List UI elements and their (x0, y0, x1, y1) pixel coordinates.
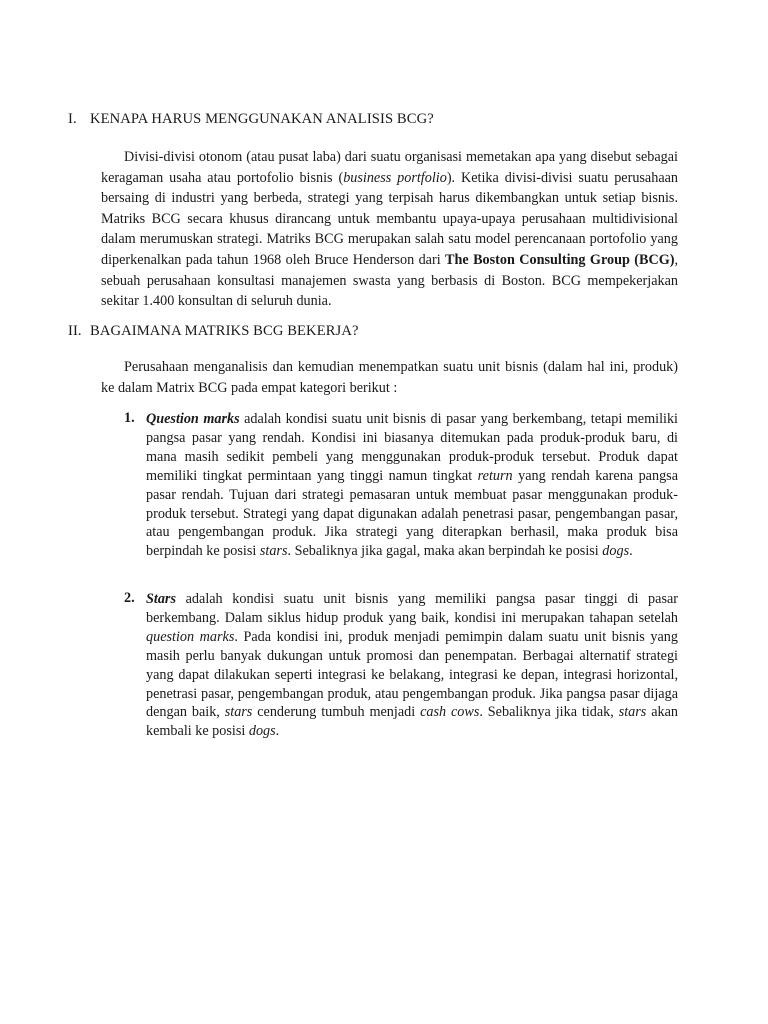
list-text: cenderung tumbuh menjadi (252, 704, 421, 721)
list-text: adalah kondisi suatu unit bisnis di pasar yang berkembang, tetapi memiliki pangsa pasar yang rendah. Kondisi ini biasanya ditemukan pada produk-produk baru, di mana masih sedikit pembeli yang menggunakan produk-produk tersebut. Produk dapat memiliki tingkat permintaan yang tinggi namun tingkat (146, 411, 678, 484)
section-1-heading (68, 111, 434, 128)
list-item-question-marks (124, 410, 678, 561)
list-item-stars (124, 590, 678, 741)
list-italic: question marks (146, 628, 235, 645)
list-text: adalah kondisi suatu unit bisnis yang memiliki pangsa pasar tinggi di pasar berkembang. Dalam siklus hidup produk yang baik, kondisi ini merupakan tahapan setelah (146, 591, 678, 626)
list-italic: stars (259, 543, 288, 560)
section-1-title: KENAPA HARUS MENGGUNAKAN ANALISIS BCG? (90, 111, 434, 127)
section-1-paragraph (101, 147, 678, 312)
list-text: . (629, 543, 633, 560)
list-text: . Sebaliknya jika tidak, (479, 704, 619, 721)
section-2-intro (101, 357, 678, 398)
list-text: . Pada kondisi ini, produk menjadi pemimpin dalam suatu unit bisnis yang masih perlu banyak dukungan untuk promosi dan penempatan. Berbagai alternatif strategi yang dapat dilakukan seperti integrasi ke belakang, integrasi ke depan, integrasi horizontal, penetrasi pasar, pengembangan produk, atau pengembangan produk. Jika pangsa pasar dijaga dengan baik, (146, 628, 678, 721)
section-2-title: BAGAIMANA MATRIKS BCG BEKERJA? (90, 323, 359, 339)
list-text: akan kembali ke posisi (146, 704, 678, 740)
list-text: . (275, 723, 280, 740)
list-marker: 1. (124, 410, 135, 426)
section-2-number: II. (68, 323, 82, 339)
para-text: , sebuah perusahaan konsultasi manajemen swasta yang berbasis di Boston. BCG mempekerjakan sekitar 1.400 konsultan di seluruh dunia. (101, 251, 678, 310)
para-text: ). Ketika divisi-divisi suatu perusahaan bersaing di industri yang berbeda, strategi yang terpisah harus dikembangkan untuk setiap bisnis. Matriks BCG secara khusus dirancang untuk membantu upaya-upaya perusahaan multidivisional dalam merumuskan strategi. Matriks BCG merupakan salah satu model perencanaan portofolio yang diperkenalkan pada tahun 1968 oleh Bruce Henderson dari (101, 169, 679, 268)
para-term: business portfolio (343, 169, 447, 186)
para-text: Divisi-divisi otonom (atau pusat laba) dari suatu organisasi memetakan apa yang disebut sebagai keragaman usaha atau portofolio bisnis ( (101, 149, 678, 186)
intro-text: Perusahaan menganalisis dan kemudian menempatkan suatu unit bisnis (dalam hal ini, produk) ke dalam Matrix BCG pada empat kategori berikut : (101, 359, 678, 396)
list-italic: dogs (602, 543, 630, 560)
section-1-number: I. (68, 111, 77, 127)
list-item-body (146, 410, 678, 561)
list-marker: 2. (124, 590, 135, 606)
list-text: yang rendah karena pangsa pasar rendah. Tujuan dari strategi pemasaran untuk membuat pasar menggunakan produk-produk tersebut. Strategi yang dapat digunakan adalah penetrasi pasar, pengembangan pasar, atau pengembangan produk. Jika strategi yang diterapkan berhasil, maka produk bisa berpindah ke posisi (146, 467, 678, 560)
list-italic: stars (224, 704, 253, 721)
list-italic: dogs (248, 723, 276, 740)
list-item-body (146, 590, 678, 741)
list-italic: cash cows (420, 704, 480, 721)
list-term: Stars (146, 591, 176, 607)
list-italic: return (477, 467, 513, 484)
section-2-heading (68, 323, 359, 340)
list-text: . Sebaliknya jika gagal, maka akan berpindah ke posisi (287, 543, 603, 560)
list-italic: stars (618, 704, 647, 721)
list-term: Question marks (146, 411, 240, 427)
para-org-name: The Boston Consulting Group (BCG) (445, 251, 675, 268)
